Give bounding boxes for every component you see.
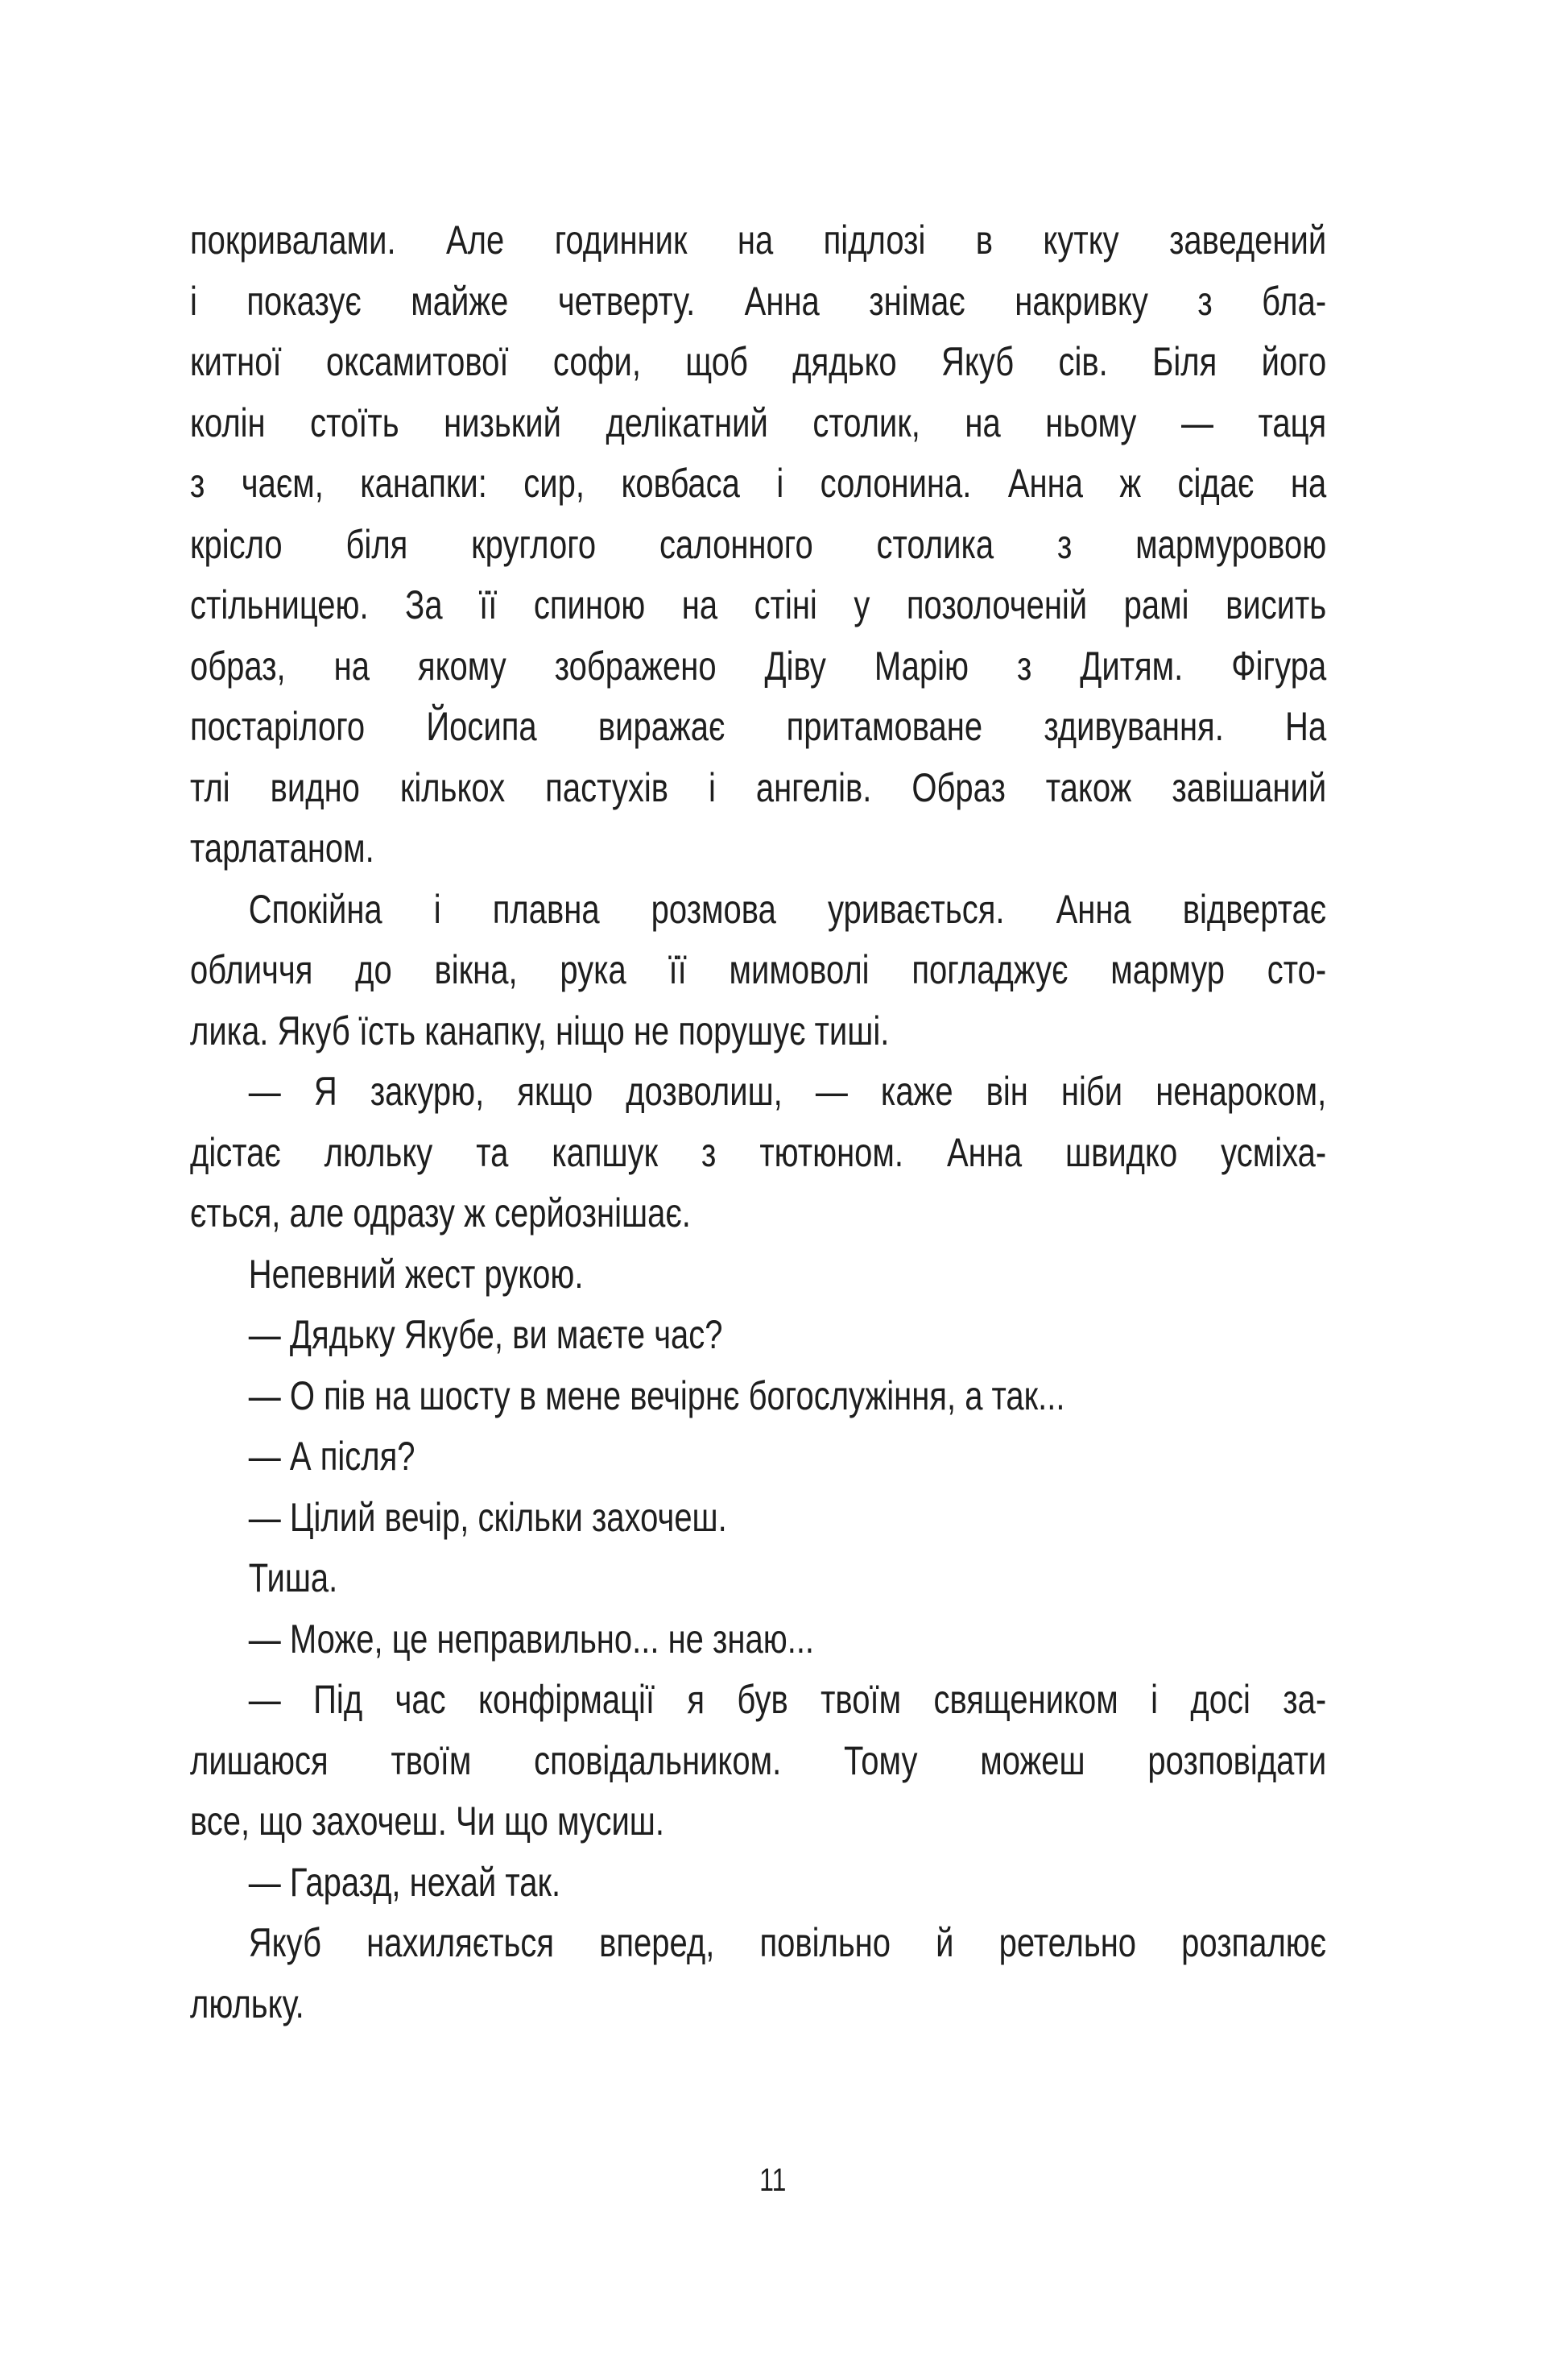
line-text: обличчя до вікна, рука її мимоволі погладжує мармур сто- [190,947,1327,992]
line-text: тарлатаном. [190,826,374,871]
line-text: колін стоїть низький делікатний столик, на ньому — таця [190,399,1327,445]
line-text: — Гаразд, нехай так. [248,1859,561,1905]
text-line [190,1426,1326,1488]
text-line [190,210,1326,271]
line-text: люльку. [190,1981,304,2026]
line-text: Непевний жест рукою. [248,1251,584,1297]
line-text: тлі видно кількох пастухів і ангелів. Образ також завішаний [190,764,1327,810]
text-line [190,1183,1326,1244]
text-line [190,1366,1326,1427]
line-text: образ, на якому зображено Діву Марію з Дитям. Фігура [190,643,1327,689]
text-line [190,575,1326,636]
text-line [190,818,1326,880]
text-line [190,1548,1326,1609]
text-line [190,515,1326,576]
page-number-text: 11 [759,2163,787,2198]
line-text: китної оксамитової софи, щоб дядько Якуб сів. Біля його [190,339,1327,384]
line-text: — А після? [248,1434,415,1479]
text-line [190,1123,1326,1184]
line-text: все, що захочеш. Чи що мусиш. [190,1798,664,1844]
page-number [0,2163,1546,2199]
text-line [190,1913,1326,1974]
line-text: — Цілий вечір, скільки захочеш. [248,1494,727,1540]
line-text: — Може, це неправильно... не знаю... [248,1616,815,1662]
body-text [190,210,1326,2034]
line-text: — Під час конфірмації я був твоїм священиком і досі за- [248,1677,1327,1722]
line-text: Тиша. [248,1555,338,1600]
text-line [190,758,1326,819]
line-text: ється, але одразу ж серйознішає. [190,1190,691,1236]
text-line [190,393,1326,454]
line-text: крісло біля круглого салонного столика з мармуровою [190,521,1327,567]
text-line [190,1731,1326,1792]
text-line [190,1488,1326,1549]
text-line [190,697,1326,758]
line-text: покривалами. Але годинник на підлозі в кутку заведений [190,217,1327,263]
text-line [190,332,1326,393]
text-line [190,1974,1326,2035]
line-text: — Я закурю, якщо дозволиш, — каже він ніби ненароком, [248,1069,1327,1114]
text-line [190,1670,1326,1731]
text-line [190,1001,1326,1062]
line-text: постарілого Йосипа виражає притамоване здивування. На [190,704,1327,749]
line-text: дістає люльку та капшук з тютюном. Анна швидко усміха- [190,1129,1327,1175]
text-line [190,1791,1326,1852]
line-text: — О пів на шосту в мене вечірнє богослужіння, а так... [248,1372,1065,1418]
text-line [190,1062,1326,1123]
text-line [190,636,1326,697]
line-text: Спокійна і плавна розмова уривається. Анна відвертає [248,886,1327,932]
text-line [190,1244,1326,1306]
text-line [190,1305,1326,1366]
line-text: лика. Якуб їсть канапку, ніщо не порушує тиші. [190,1008,890,1053]
line-text: — Дядьку Якубе, ви маєте час? [248,1312,723,1357]
line-text: і показує майже четверту. Анна знімає накривку з бла- [190,278,1327,324]
line-text: з чаєм, канапки: сир, ковбаса і солонина. Анна ж сідає на [190,461,1327,506]
text-line [190,940,1326,1001]
text-line [190,880,1326,941]
line-text: Якуб нахиляється вперед, повільно й ретельно розпалює [248,1920,1327,1965]
line-text: стільницею. За її спиною на стіні у позолоченій рамі висить [190,582,1327,627]
line-text: лишаюся твоїм сповідальником. Тому можеш розповідати [190,1737,1327,1783]
text-line [190,271,1326,333]
text-line [190,1852,1326,1914]
text-line [190,453,1326,515]
text-line [190,1609,1326,1670]
